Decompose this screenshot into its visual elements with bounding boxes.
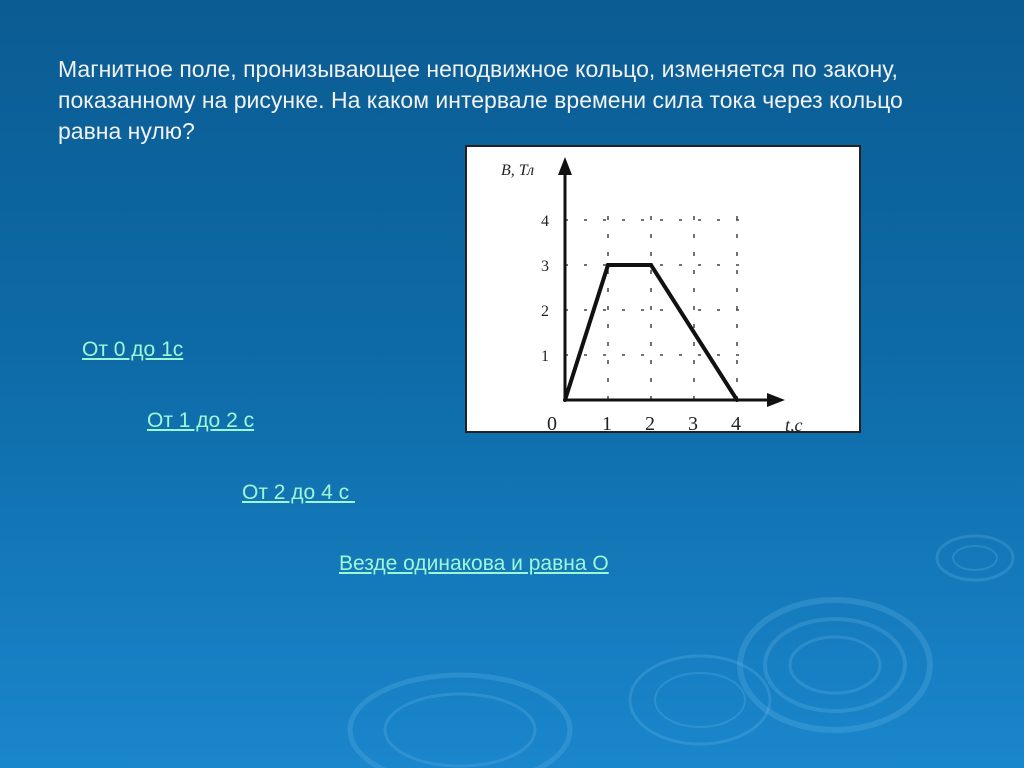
x-axis-arrow <box>767 393 785 407</box>
data-point <box>649 263 653 267</box>
graph-canvas <box>465 145 861 433</box>
y-tick-label: 4 <box>541 213 549 230</box>
x-tick-label: 0 <box>547 413 557 433</box>
question-text: Магнитное поле, пронизывающее неподвижное кольцо, изменяется по закону, показанному на рисунке. На каком интервале времени сила тока через кольцо равна нулю? <box>58 56 903 144</box>
y-tick-label: 2 <box>541 303 549 320</box>
graph-frame <box>466 146 860 432</box>
y-tick-label: 3 <box>541 258 549 275</box>
y-axis-label: В, Тл <box>501 162 535 179</box>
answer-option-4[interactable]: Везде одинакова и равна О <box>339 552 609 575</box>
b-vs-t-graph <box>465 145 861 433</box>
answer-option-2[interactable]: От 1 до 2 с <box>147 409 255 432</box>
y-axis-arrow <box>558 157 572 175</box>
data-point <box>735 398 739 402</box>
answer-option-3[interactable]: От 2 до 4 с <box>242 481 355 504</box>
data-point <box>606 263 610 267</box>
answer-option-1[interactable]: От 0 до 1с <box>82 338 184 361</box>
data-point <box>563 398 567 402</box>
y-tick-label: 1 <box>541 348 549 365</box>
x-axis-label: t,c <box>785 415 803 433</box>
x-tick-label: 1 <box>602 413 612 433</box>
x-tick-label: 4 <box>731 413 741 433</box>
x-tick-label: 2 <box>645 413 655 433</box>
x-tick-label: 3 <box>688 413 698 433</box>
